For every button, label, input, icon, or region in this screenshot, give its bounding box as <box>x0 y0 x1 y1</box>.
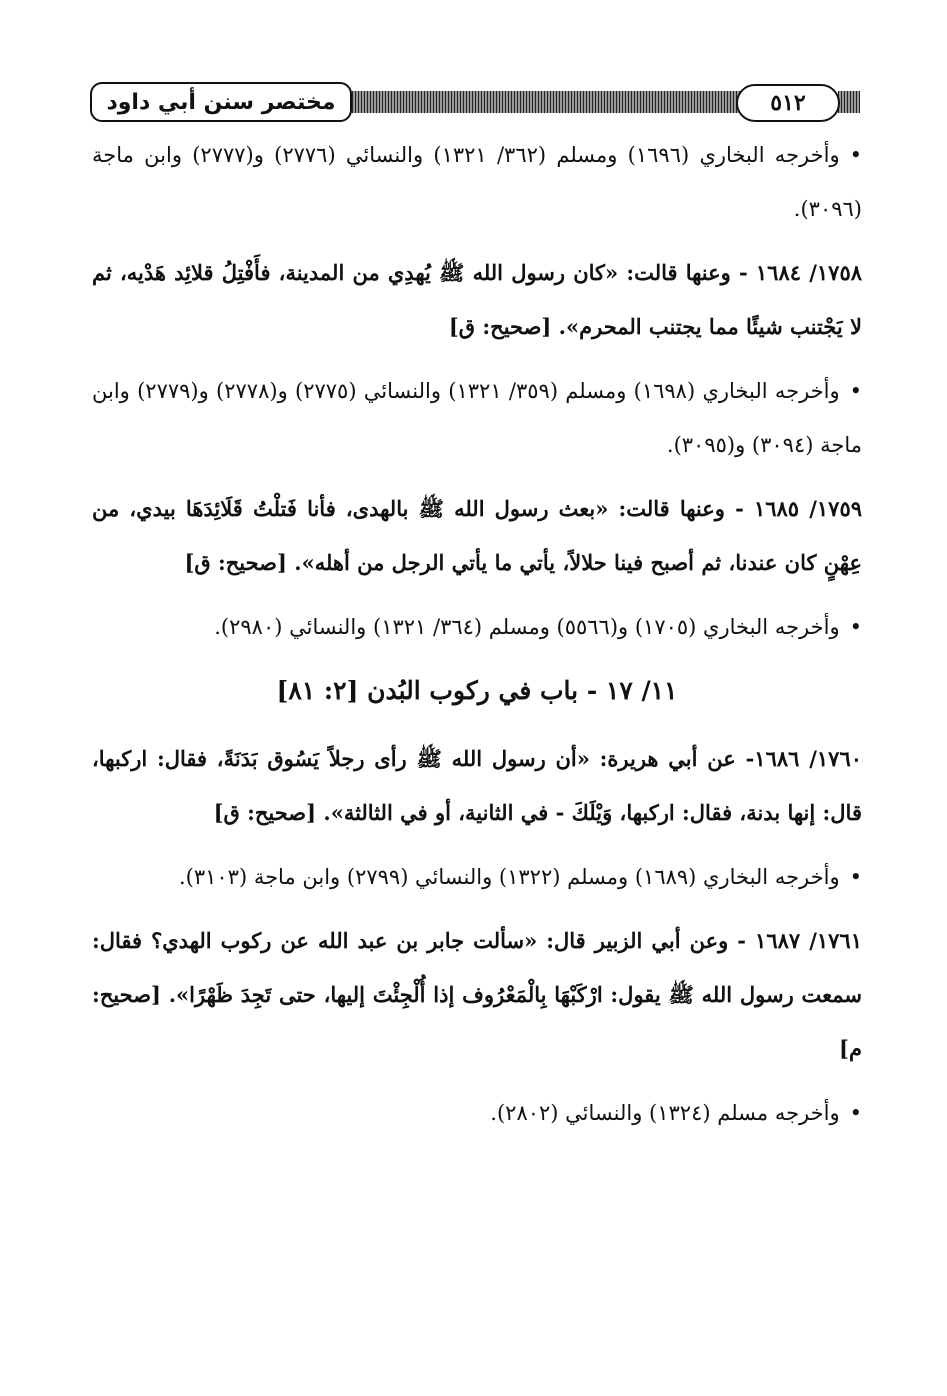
header-ornament-end <box>838 91 860 113</box>
note-text: وأخرجه مسلم (١٣٢٤) والنسائي (٢٨٠٢). <box>490 1101 840 1125</box>
note-text: وأخرجه البخاري (١٦٨٩) ومسلم (١٣٢٢) والنسائي (٢٧٩٩) وابن ماجة (٣١٠٣). <box>178 865 840 889</box>
page-header <box>90 82 860 122</box>
hadith-text: وعنها قالت: «كان رسول الله ﷺ يُهدِي من المدينة، فأَفْتِلُ قلائِد هَدْيه، ثم لا يَجْتنب شيئًا مما يجتنب المحرم». [صحيح: ق] <box>92 260 862 339</box>
takhrij-note <box>92 128 862 236</box>
bullet-icon: • <box>849 379 863 403</box>
hadith-number: ١٧٥٩/ ١٦٨٥ - <box>735 496 863 521</box>
hadith-entry <box>92 246 862 354</box>
bullet-icon: • <box>849 143 862 167</box>
takhrij-note <box>92 850 862 904</box>
takhrij-note <box>92 600 862 654</box>
hadith-text: عن أبي هريرة: «أن رسول الله ﷺ رأى رجلاً يَسُوق بَدَنَةً، فقال: اركبها، قال: إنها بدنة، فقال: اركبها، وَيْلَكَ - في الثانية، أو في الثالثة». [صحيح: ق] <box>92 746 862 825</box>
note-text: وأخرجه البخاري (١٦٩٨) ومسلم (٣٥٩/ ١٣٢١) والنسائي (٢٧٧٥) و(٢٧٧٨) و(٢٧٧٩) وابن ماجة (٣٠٩٤) و(٣٠٩٥). <box>92 379 862 457</box>
bullet-icon: • <box>849 1101 862 1125</box>
chapter-heading: ١١/ ١٧ - باب في ركوب البُدن [٢: ٨١] <box>276 676 678 705</box>
hadith-number: ١٧٦١/ ١٦٨٧ - <box>737 928 862 953</box>
hadith-text: وعن أبي الزبير قال: «سألت جابر بن عبد الله عن ركوب الهدي؟ فقال: سمعت رسول الله ﷺ يقول: ارْكَبْهَا بِالْمَعْرُوف إذا أُلْجِئْتَ إليها، حتى تَجِدَ ظَهْرًا». [صحيح: م] <box>92 928 862 1061</box>
hadith-number: ١٧٦٠/ ١٦٨٦- <box>745 746 863 771</box>
bullet-icon: • <box>849 865 862 889</box>
note-text: وأخرجه البخاري (١٦٩٦) ومسلم (٣٦٢/ ١٣٢١) والنسائي (٢٧٧٦) و(٢٧٧٧) وابن ماجة (٣٠٩٦). <box>92 143 862 221</box>
page-number: ٥١٢ <box>736 84 840 122</box>
book-title: مختصر سنن أبي داود <box>90 82 352 122</box>
page-body <box>92 128 862 1150</box>
takhrij-note <box>92 1086 862 1140</box>
bullet-icon: • <box>849 615 862 639</box>
hadith-entry <box>92 732 862 840</box>
hadith-number: ١٧٥٨/ ١٦٨٤ - <box>739 260 863 285</box>
takhrij-note <box>92 364 862 472</box>
hadith-entry <box>92 914 862 1076</box>
header-ornament-bar <box>340 91 745 113</box>
hadith-entry <box>92 482 862 590</box>
hadith-text: وعنها قالت: «بعث رسول الله ﷺ بالهدى، فأنا فَتلْتُ قَلَائِدَهَا بيدي، من عِهْنٍ كان عندنا، ثم أصبح فينا حلالاً، يأتي ما يأتي الرجل من أهله». [صحيح: ق] <box>92 496 862 575</box>
note-text: وأخرجه البخاري (١٧٠٥) و(٥٥٦٦) ومسلم (٣٦٤/ ١٣٢١) والنسائي (٢٩٨٠). <box>214 615 840 639</box>
